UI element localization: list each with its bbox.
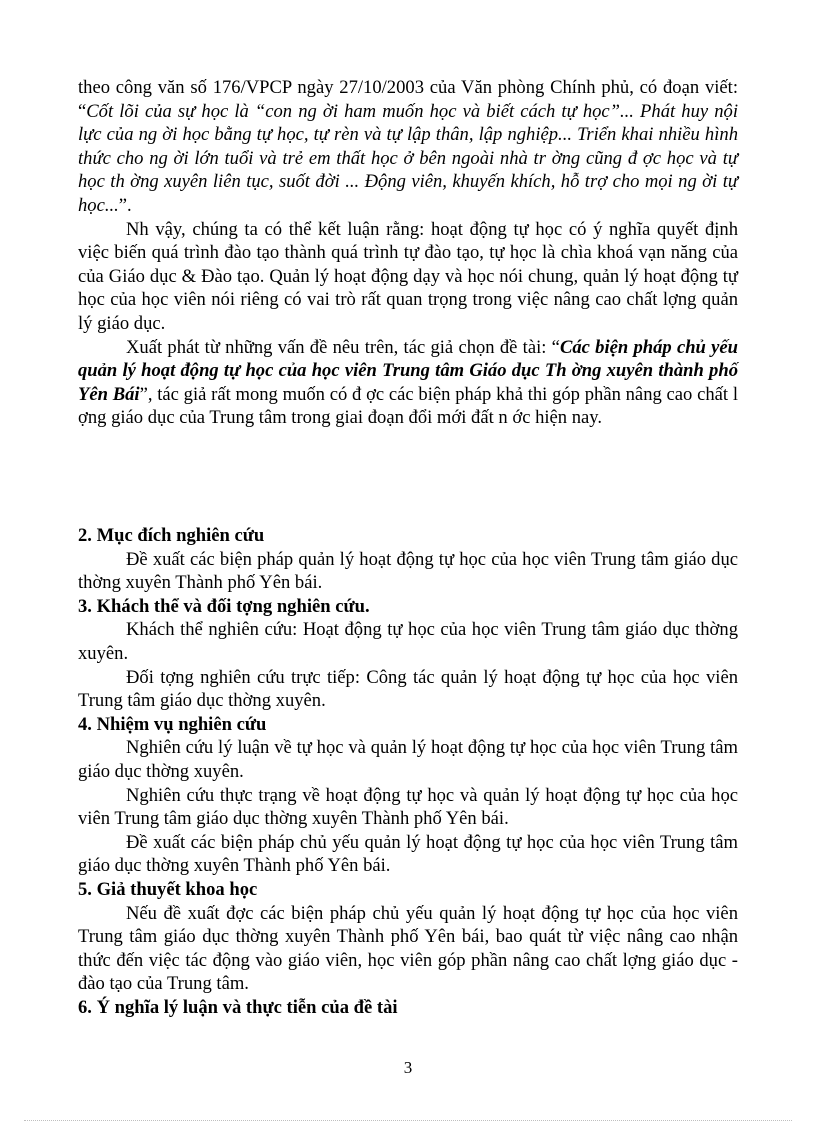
section-5-p1: Nếu đề xuất đợc các biện pháp chủ yếu quản lý hoạt động tự học của học viên Trung tâm giáo dục thờng xuyên Thành phố Yên bái, bao quát từ việc nâng cao nhận thức đến việc tác động vào giáo viên, học viên góp phần nâng cao chất lợng giáo dục - đào tạo của Trung tâm. xyxy=(78,902,738,995)
topic-title: Các biện pháp chủ yếu quản lý hoạt động tự học của học viên Trung tâm Giáo dục Th ờng xuyên thành phố Yên Bái xyxy=(78,336,738,405)
intro-quote: Cốt lõi của sự học là “con ng ời ham muốn học và biết cách tự học”... Phát huy nội lực của ng ời học bằng tự học, tự rèn và tự lập thân, lập nghiệp... Triển khai nhiều hình thức cho ng ời lớn tuổi và trẻ em thất học ở bên ngoài nhà tr ờng cũng đ ợc học và tự học th ờng xuyên liên tục, suốt đời ... Động viên, khuyến khích, hỗ trợ cho mọi ng ời tự học... xyxy=(78,100,738,216)
section-3-heading: 3. Khách thể và đối tợng nghiên cứu. xyxy=(78,595,370,617)
section-5-heading: 5. Giả thuyết khoa học xyxy=(78,878,258,900)
footer-divider xyxy=(24,1120,792,1121)
section-2-p1: Đề xuất các biện pháp quản lý hoạt động tự học của học viên Trung tâm giáo dục thờng xuyên Thành phố Yên bái. xyxy=(78,548,738,594)
page-number: 3 xyxy=(403,1058,413,1077)
sections-block xyxy=(78,524,738,1019)
section-4-p1: Nghiên cứu lý luận về tự học và quản lý hoạt động tự học của học viên Trung tâm giáo dục thờng xuyên. xyxy=(78,737,738,782)
intro-block xyxy=(78,76,738,430)
topic-paragraph xyxy=(78,336,738,430)
intro-text xyxy=(78,76,738,218)
intro-line1: theo công văn số 176/VPCP ngày 27/10/2003 của Văn phòng Chính phủ, xyxy=(78,77,634,98)
section-3-p1: Khách thể nghiên cứu: Hoạt động tự học của học viên Trung tâm giáo dục thờng xuyên. xyxy=(78,619,738,664)
section-4-heading: 4. Nhiệm vụ nghiên cứu xyxy=(78,713,267,735)
section-6-heading: 6. Ý nghĩa lý luận và thực tiễn của đề tài xyxy=(78,996,398,1018)
section-2-heading: 2. Mục đích nghiên cứu xyxy=(78,525,265,546)
section-4-p3: Đề xuất các biện pháp chủ yếu quản lý hoạt động tự học của học viên Trung tâm giáo dục thờng xuyên Thành phố Yên bái. xyxy=(78,831,738,877)
intro-line2: có đoạn viết: “ xyxy=(78,77,738,122)
topic-before: Xuất phát từ những vấn đề nêu trên, tác giả chọn đề tài: “ xyxy=(126,336,560,358)
topic-after: ”, tác giả rất mong muốn có đ ợc các biện pháp khả thi góp phần nâng cao chất l ợng giáo dục của Trung tâm trong giai đoạn đổi mới đất n ớc hiện nay. xyxy=(78,383,738,429)
section-4-p2: Nghiên cứu thực trạng về hoạt động tự học và quản lý hoạt động tự học của học viên Trung tâm giáo dục thờng xuyên Thành phố Yên bái. xyxy=(78,784,738,830)
section-3-p2: Đối tợng nghiên cứu trực tiếp: Công tác quản lý hoạt động tự học của học viên Trung tâm giáo dục thờng xuyên. xyxy=(78,666,738,712)
conclusion-paragraph: Nh vậy, chúng ta có thể kết luận rằng: hoạt động tự học có ý nghĩa quyết định việc biến quá trình đào tạo thành quá trình tự đào tạo, tự học là chìa khoá vạn năng của của Giáo dục & Đào tạo. Quản lý hoạt động dạy và học nói chung, quản lý hoạt động tự học của học viên nói riêng có vai trò rất quan trọng trong việc nâng cao chất lợng quản lý giáo dục. xyxy=(78,218,738,334)
intro-quote-end: ”. xyxy=(118,194,132,216)
